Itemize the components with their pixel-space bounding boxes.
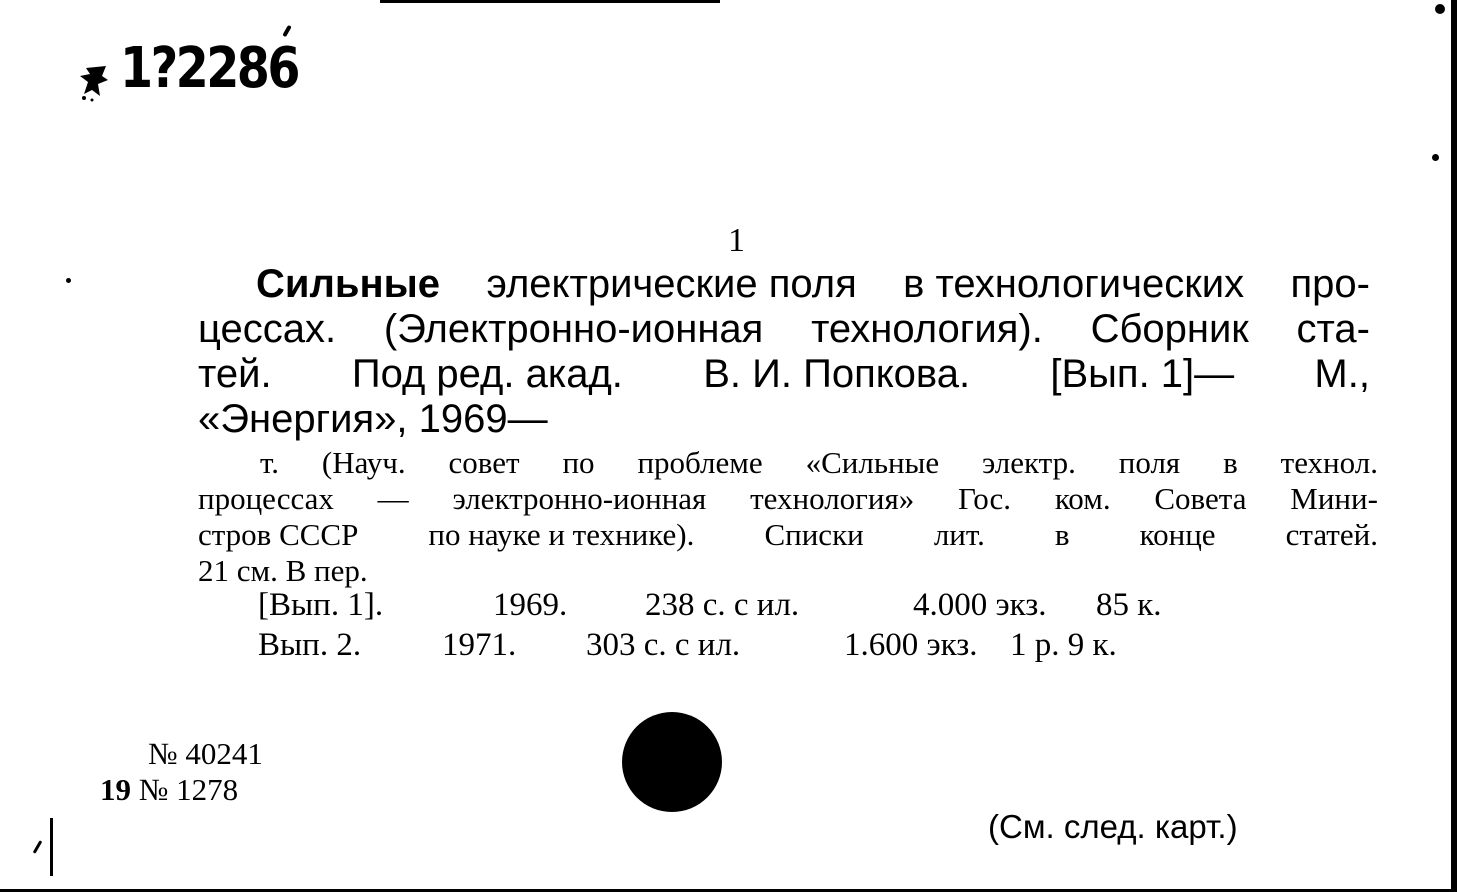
volume-number: 1 <box>728 222 745 259</box>
main-word: в технологических <box>903 262 1245 306</box>
card-edge-mark <box>50 818 53 876</box>
main-word: Сборник <box>1090 307 1249 351</box>
volume-label: Вып. 2. <box>258 627 362 663</box>
scan-speck <box>1435 4 1445 14</box>
volume-copies: 1.600 экз. <box>844 627 978 663</box>
inventory-prefix: 19 <box>100 772 131 807</box>
main-word: В. И. Попкова. <box>703 352 971 396</box>
main-line <box>198 307 1370 352</box>
notes-word: (Науч. <box>321 445 406 480</box>
punch-hole-icon <box>622 712 722 812</box>
notes-word: ком. <box>1054 481 1111 516</box>
volume-price: 85 к. <box>1096 587 1162 623</box>
main-word: М., <box>1314 352 1370 396</box>
volume-pages: 238 с. с ил. <box>645 587 800 623</box>
volume-label: [Вып. 1]. <box>258 587 384 623</box>
main-line <box>198 262 1370 307</box>
main-description <box>198 262 1370 442</box>
volume-copies: 4.000 экз. <box>913 587 1047 623</box>
main-word: цессах. <box>198 307 337 351</box>
volume-year: 1971. <box>442 627 517 663</box>
notes-word: — <box>377 481 409 516</box>
notes-word: проблеме <box>637 445 763 480</box>
notes-word: Мини- <box>1290 481 1378 516</box>
main-word: Под ред. акад. <box>351 352 623 396</box>
notes-line <box>198 445 1378 481</box>
notes-word: статей. <box>1285 517 1378 552</box>
main-word: [Вып. 1]— <box>1050 352 1235 396</box>
notes-word: Гос. <box>958 481 1012 516</box>
notes-line <box>198 517 1378 553</box>
volume-price: 1 р. 9 к. <box>1010 627 1117 663</box>
scan-speck <box>1432 154 1439 161</box>
notes-word: в <box>1054 517 1070 552</box>
main-word: про- <box>1290 262 1370 306</box>
scan-speck <box>33 840 43 854</box>
notes-word: процессах <box>198 481 334 516</box>
main-word: тей. <box>198 352 272 396</box>
inventory-line: № 40241 <box>148 736 263 771</box>
continued-note: (См. след. карт.) <box>988 808 1238 845</box>
notes-word: лит. <box>933 517 985 552</box>
card-edge-right <box>1451 0 1457 892</box>
notes-word: по науке и технике). <box>428 517 695 552</box>
main-word: (Электронно-ионная <box>383 307 764 351</box>
main-line <box>198 397 1370 442</box>
library-stamp-icon <box>78 62 114 102</box>
inventory-line <box>100 772 263 808</box>
inventory-numbers <box>100 736 263 808</box>
notes-word: Совета <box>1154 481 1247 516</box>
notes-word: электр. <box>982 445 1076 480</box>
notes-word: конце <box>1139 517 1216 552</box>
main-word: ста- <box>1296 307 1370 351</box>
card-edge-top <box>380 0 720 3</box>
notes-word: «Сильные <box>805 445 940 480</box>
title-first-word: Сильные <box>256 262 441 306</box>
handwritten-catalog-number: 1?2286 <box>120 36 298 101</box>
notes-word: совет <box>448 445 520 480</box>
notes-word: стров СССР <box>198 517 359 552</box>
notes-word: Списки <box>764 517 864 552</box>
notes-line <box>198 481 1378 517</box>
notes-description <box>198 445 1378 589</box>
scan-speck <box>66 278 71 283</box>
notes-word: 21 см. В пер. <box>198 553 368 588</box>
main-word: технология). <box>811 307 1043 351</box>
main-word: электрические поля <box>486 262 857 306</box>
notes-word: в <box>1223 445 1238 480</box>
main-word: «Энергия», 1969— <box>198 397 548 441</box>
notes-word: технология» <box>750 481 915 516</box>
volume-year: 1969. <box>493 587 568 623</box>
main-line <box>198 352 1370 397</box>
notes-word: электронно-ионная <box>452 481 707 516</box>
notes-word: технол. <box>1280 445 1378 480</box>
notes-word: поля <box>1118 445 1181 480</box>
inventory-number: № 1278 <box>138 772 239 807</box>
volume-pages: 303 с. с ил. <box>586 627 741 663</box>
notes-word: т. <box>260 445 279 480</box>
notes-word: по <box>562 445 595 480</box>
notes-line <box>198 553 1378 589</box>
